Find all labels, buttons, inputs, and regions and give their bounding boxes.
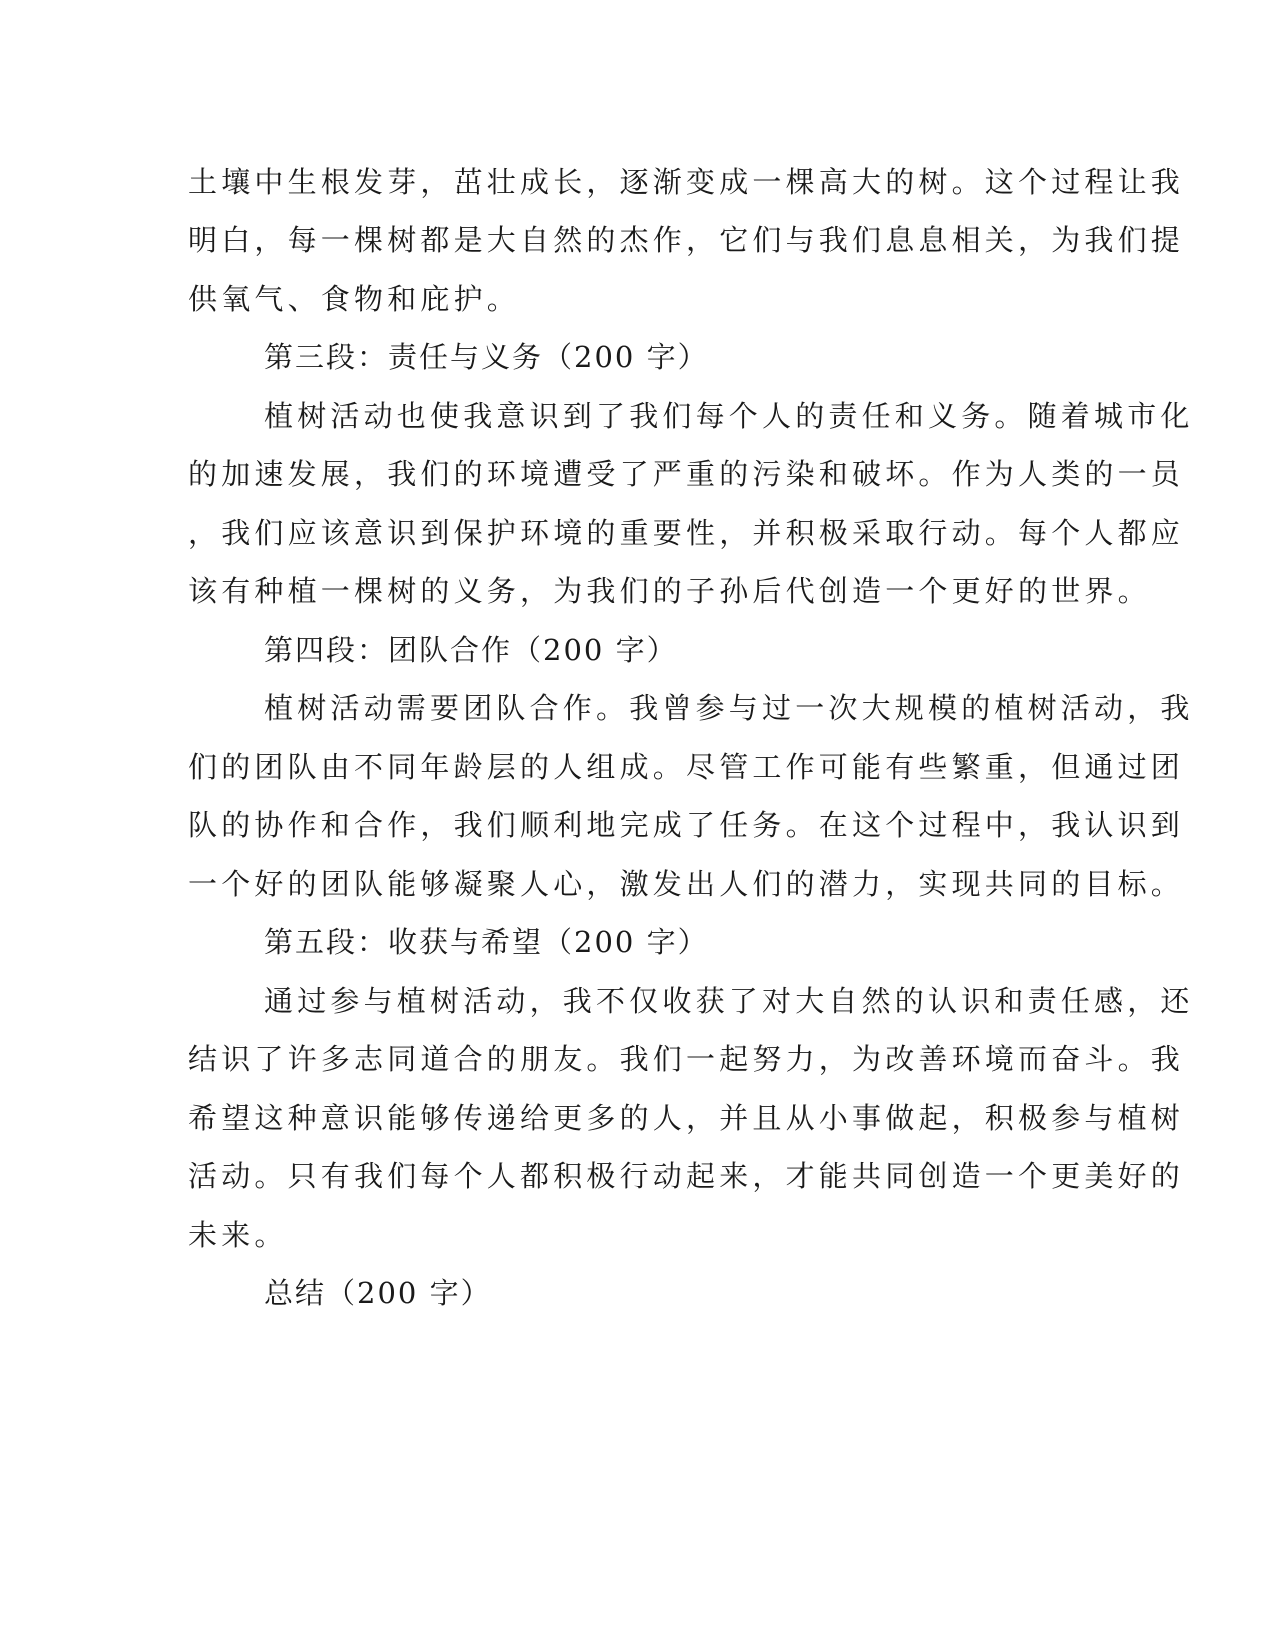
section-heading-4: 第四段：团队合作（200 字） [264,633,678,667]
section-heading-5: 第五段：收获与希望（200 字） [264,925,709,959]
paragraph-line: 希望这种意识能够传递给更多的人，并且从小事做起，积极参与植树 [188,1101,1185,1135]
paragraph-line: 未来。 [188,1218,288,1252]
paragraph-line: 土壤中生根发芽，茁壮成长，逐渐变成一棵高大的树。这个过程让我 [188,165,1185,199]
paragraph-line: 们的团队由不同年龄层的人组成。尽管工作可能有些繁重，但通过团 [188,750,1185,784]
paragraph-line: 一个好的团队能够凝聚人心，激发出人们的潜力，实现共同的目标。 [188,867,1185,901]
paragraph-line: 活动。只有我们每个人都积极行动起来，才能共同创造一个更美好的 [188,1159,1185,1193]
paragraph-line: 的加速发展，我们的环境遭受了严重的污染和破坏。作为人类的一员 [188,457,1185,491]
paragraph-line: 该有种植一棵树的义务，为我们的子孙后代创造一个更好的世界。 [188,574,1151,608]
paragraph-line: 通过参与植树活动，我不仅收获了对大自然的认识和责任感，还 [264,984,1194,1018]
section-heading-summary: 总结（200 字） [264,1276,492,1310]
paragraph-line: ，我们应该意识到保护环境的重要性，并积极采取行动。每个人都应 [188,516,1185,550]
paragraph-line: 队的协作和合作，我们顺利地完成了任务。在这个过程中，我认识到 [188,808,1185,842]
paragraph-line: 植树活动需要团队合作。我曾参与过一次大规模的植树活动，我 [264,691,1194,725]
section-heading-3: 第三段：责任与义务（200 字） [264,340,709,374]
paragraph-line: 明白，每一棵树都是大自然的杰作，它们与我们息息相关，为我们提 [188,223,1185,257]
paragraph-line: 供氧气、食物和庇护。 [188,282,521,316]
paragraph-line: 植树活动也使我意识到了我们每个人的责任和义务。随着城市化 [264,399,1194,433]
paragraph-line: 结识了许多志同道合的朋友。我们一起努力，为改善环境而奋斗。我 [188,1042,1185,1076]
